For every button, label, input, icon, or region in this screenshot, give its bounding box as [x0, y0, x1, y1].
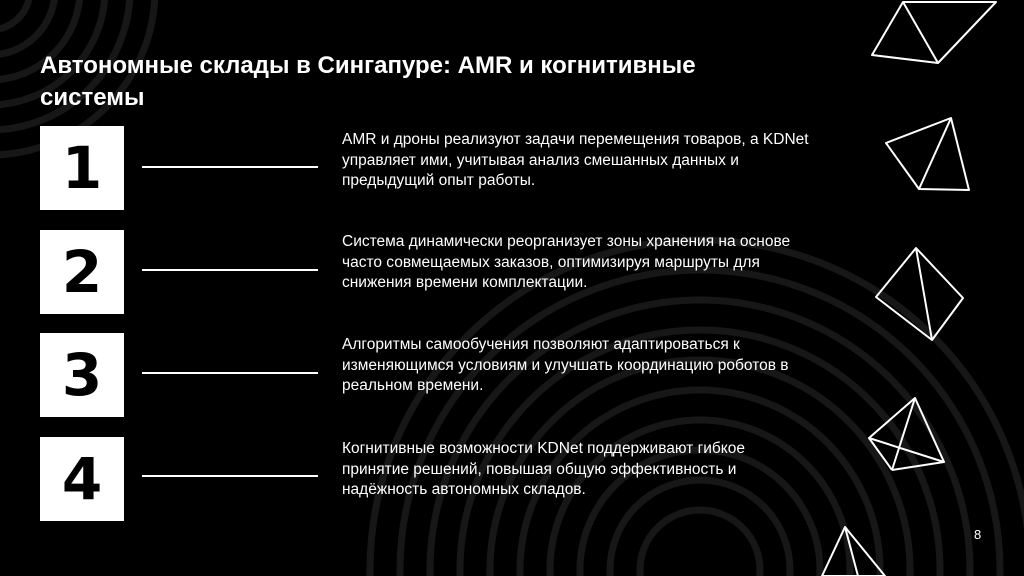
connector-line	[142, 269, 318, 271]
slide-title: Автономные склады в Сингапуре: AMR и когнитивные системы	[40, 52, 696, 111]
item-description-1: AMR и дроны реализуют задачи перемещения товаров, а KDNet управляет ими, учитывая анализ смешанных данных и предыдущий опыт работы.	[342, 131, 809, 189]
number-label: 1	[61, 134, 103, 202]
item-description-2: Система динамически реорганизует зоны хранения на основе часто совмещаемых заказов, оптимизируя маршруты для снижения времени комплектации.	[342, 233, 791, 291]
number-box-2	[40, 230, 124, 314]
connector-line	[142, 475, 318, 477]
connector-line	[142, 166, 318, 168]
wireframe-pyramid-icon	[886, 118, 969, 190]
page-number: 8	[974, 527, 982, 542]
number-label: 4	[61, 445, 103, 513]
item-description-4: Когнитивные возможности KDNet поддерживают гибкое принятие решений, повышая общую эффективность и надёжность автономных складов.	[342, 440, 745, 498]
number-box-3	[40, 333, 124, 417]
item-description-3: Алгоритмы самообучения позволяют адаптироваться к изменяющимся условиям и улучшать координацию роботов в реальном времени.	[342, 336, 789, 394]
number-box-1	[40, 126, 124, 210]
number-label: 2	[61, 238, 103, 306]
wireframe-pyramid-icon	[872, 2, 996, 63]
number-box-4	[40, 437, 124, 521]
connector-line	[142, 372, 318, 374]
number-label: 3	[61, 341, 103, 409]
